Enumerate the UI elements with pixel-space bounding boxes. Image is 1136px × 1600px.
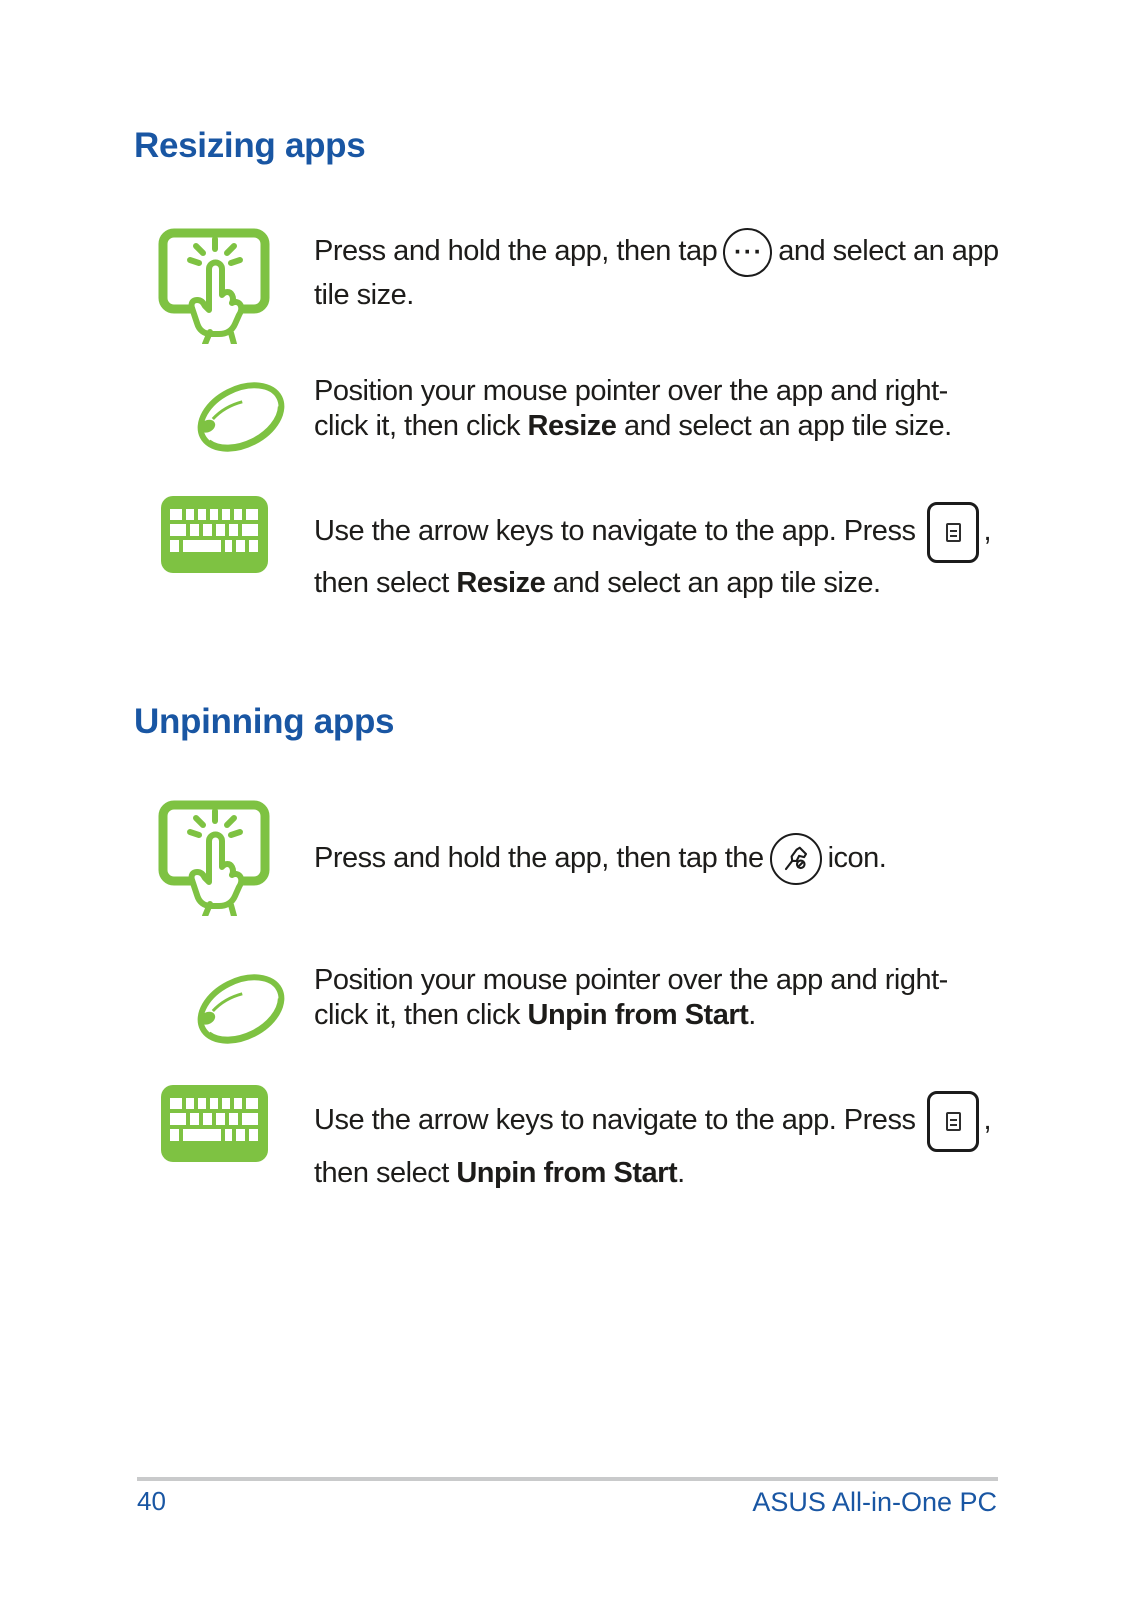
mouse-instruction-resize xyxy=(314,374,1024,444)
mouse-icon xyxy=(190,968,292,1048)
instruction-bold: Unpin from Start xyxy=(456,1157,678,1189)
footer-brand: ASUS All-in-One PC xyxy=(752,1487,997,1517)
footer-divider xyxy=(137,1477,998,1481)
instruction-bold: Unpin from Start xyxy=(527,999,749,1031)
menu-key xyxy=(927,502,979,563)
instruction-text: Position your mouse pointer over the app and right- xyxy=(314,964,948,996)
instruction-text: . xyxy=(748,999,756,1031)
instruction-text: and select an app xyxy=(778,235,999,268)
instruction-text: then select xyxy=(314,1157,457,1189)
touch-instruction-unpin xyxy=(314,832,1024,885)
instruction-text: click it, then click xyxy=(314,999,528,1031)
keyboard-instruction-resize-line1 xyxy=(314,501,991,563)
keyboard-instruction-unpin-line1 xyxy=(314,1090,991,1152)
instruction-text: Use the arrow keys to navigate to the app. Press xyxy=(314,515,916,547)
instruction-text: then select xyxy=(314,567,457,599)
keyboard-instruction-unpin-line2 xyxy=(314,1156,1024,1191)
instruction-bold: Resize xyxy=(456,567,546,599)
instruction-text: Position your mouse pointer over the app and right- xyxy=(314,375,948,407)
instruction-text: and select an app tile size. xyxy=(545,567,881,599)
instruction-text: tile size. xyxy=(314,279,414,311)
mouse-icon xyxy=(190,376,292,456)
instruction-text: and select an app tile size. xyxy=(616,410,952,442)
menu-key-glyph-icon xyxy=(946,523,961,542)
mouse-instruction-unpin xyxy=(314,963,1024,1033)
instruction-text: click it, then click xyxy=(314,410,528,442)
section-heading-unpinning: Unpinning apps xyxy=(134,702,395,741)
menu-key-glyph-icon xyxy=(946,1112,961,1131)
keyboard-instruction-resize-line2 xyxy=(314,566,1024,601)
instruction-text: . xyxy=(677,1157,685,1189)
instruction-text: icon. xyxy=(827,842,887,874)
ellipsis-circle-icon xyxy=(723,228,772,277)
unpin-circle-icon xyxy=(770,833,822,885)
section-heading-resizing: Resizing apps xyxy=(134,126,366,165)
unpin-pin-icon xyxy=(781,844,811,874)
instruction-text: Press and hold the app, then tap xyxy=(314,235,718,268)
keyboard-icon xyxy=(161,496,268,573)
page-number: 40 xyxy=(137,1486,166,1516)
instruction-text: Press and hold the app, then tap the xyxy=(314,842,764,874)
touch-instruction-resize xyxy=(314,228,1024,313)
ellipsis-dots: ··· xyxy=(733,238,764,266)
instruction-bold: Resize xyxy=(527,410,617,442)
instruction-text: Use the arrow keys to navigate to the app. Press xyxy=(314,1104,916,1136)
touch-gesture-icon xyxy=(158,798,270,916)
touch-gesture-icon xyxy=(158,226,270,344)
keyboard-icon xyxy=(161,1085,268,1162)
comma-text: , xyxy=(983,1104,992,1136)
comma-text: , xyxy=(983,515,992,547)
menu-key xyxy=(927,1091,979,1152)
